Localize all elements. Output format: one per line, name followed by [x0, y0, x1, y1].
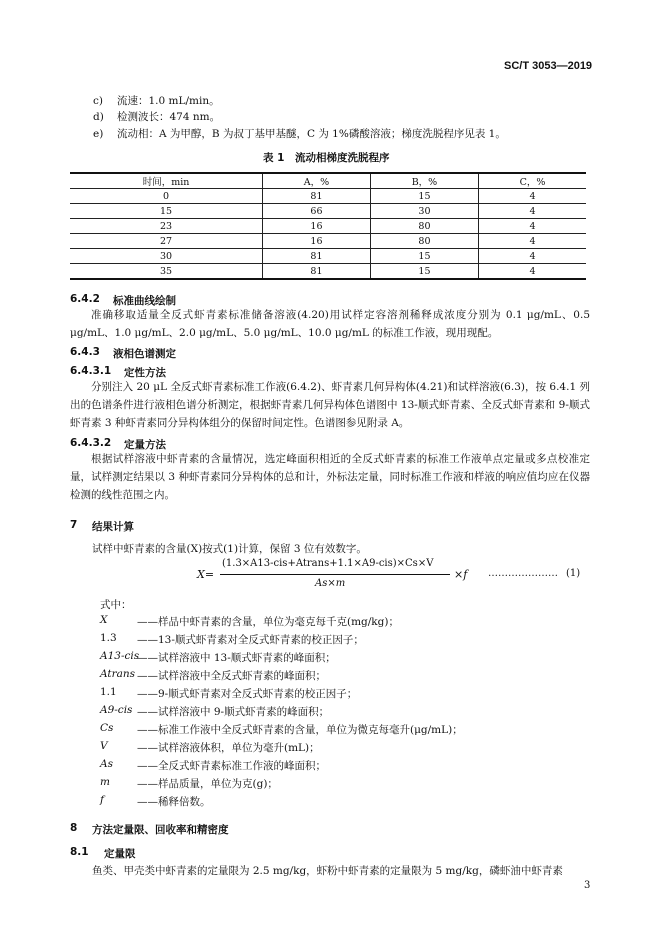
formula-lhs: X= — [197, 568, 215, 581]
symbol: Cs — [100, 722, 114, 734]
condition-label-c: c) — [93, 95, 103, 107]
table-cell: 30 — [70, 249, 263, 264]
table-cell: 81 — [263, 264, 371, 280]
table-header-cell: C，% — [479, 173, 586, 189]
table-cell: 27 — [70, 234, 263, 249]
table-cell: 81 — [263, 189, 371, 204]
paragraph-6-4-2: 准确移取适量全反式虾青素标准储备溶液(4.20)用试样定容溶剂稀释成浓度分别为 0.1 μg/mL、0.5 μg/mL、1.0 μg/mL、2.0 μg/mL、5.0 μg/mL、10.0 μg/mL 的标准工作液，现用现配。 — [70, 309, 590, 339]
table-cell: 16 — [263, 219, 371, 234]
standard-number: SC/T 3053—2019 — [504, 60, 593, 72]
symbol: 1.1 — [100, 686, 117, 698]
paragraph-6-4-3-1: 分别注入 20 μL 全反式虾青素标准工作液(6.4.2)、虾青素几何异构体(4.21)和试样溶液(6.3)，按 6.4.1 列出的色谱条件进行液相色谱分析测定，根据虾青素几何异构体色谱图中 13-顺式虾青素、全反式虾青素和 9-顺式虾青素 3 种虾青素同分异构体组分的保留时间定性。色谱图参见附录 A。 — [70, 381, 590, 429]
symbol-definition: ——样品中虾青素的含量，单位为毫克每千克(mg/kg)； — [137, 616, 399, 628]
symbol: m — [100, 776, 110, 788]
table-cell: 80 — [370, 219, 478, 234]
section-number-7: 7 — [70, 519, 78, 531]
symbol: As — [100, 758, 113, 770]
table-cell: 4 — [479, 189, 586, 204]
gradient-table — [70, 172, 586, 280]
formula-dots: ………………… — [488, 568, 558, 579]
table-cell: 16 — [263, 234, 371, 249]
section-title-6-4-3-1: 定性方法 — [124, 367, 166, 379]
table-cell: 81 — [263, 249, 371, 264]
table-header-row — [70, 173, 586, 189]
table-cell: 35 — [70, 264, 263, 280]
where-label: 式中： — [100, 599, 132, 611]
symbol-definition: ——样品质量，单位为克(g)； — [137, 778, 278, 790]
table-row — [70, 219, 586, 234]
symbol-definition: ——标准工作液中全反式虾青素的含量，单位为微克每毫升(μg/mL)； — [137, 724, 463, 736]
section-number-6-4-3: 6.4.3 — [70, 346, 100, 358]
section-number-6-4-2: 6.4.2 — [70, 293, 100, 305]
table-cell: 15 — [370, 264, 478, 280]
paragraph-8-1: 鱼类、甲壳类中虾青素的定量限为 2.5 mg/kg，虾粉中虾青素的定量限为 5 mg/kg，磷虾油中虾青素 — [92, 865, 563, 877]
table-cell: 4 — [479, 234, 586, 249]
symbol-definition: ——9-顺式虾青素对全反式虾青素的校正因子； — [137, 688, 358, 700]
table-cell: 15 — [370, 189, 478, 204]
table-cell: 23 — [70, 219, 263, 234]
symbol-definition: ——13-顺式虾青素对全反式虾青素的校正因子； — [137, 634, 364, 646]
condition-text-d: 检测波长：474 nm。 — [117, 111, 221, 123]
table-header-cell: 时间，min — [70, 173, 263, 189]
formula-tail: ×f — [454, 568, 468, 581]
table-row — [70, 204, 586, 219]
symbol-definition: ——试样溶液中全反式虾青素的峰面积； — [137, 670, 326, 682]
table-cell: 4 — [479, 204, 586, 219]
paragraph-6-4-3-2: 根据试样溶液中虾青素的含量情况，选定峰面积相近的全反式虾青素的标准工作液单点定量或多点校准定量，试样测定结果以 3 种虾青素同分异构体的总和计，外标法定量，同时标准工作液和样液的响应值均应在仪器检测的线性范围之内。 — [70, 453, 590, 501]
condition-text-e: 流动相：A 为甲醇，B 为叔丁基甲基醚，C 为 1%磷酸溶液；梯度洗脱程序见表 1。 — [117, 128, 506, 140]
symbol-definition: ——试样溶液中 9-顺式虾青素的峰面积； — [137, 706, 330, 718]
symbol-definition: ——试样溶液中 13-顺式虾青素的峰面积； — [137, 652, 336, 664]
section-number-8-1: 8.1 — [70, 846, 89, 858]
page-number: 3 — [584, 880, 591, 891]
table-header-cell: A，% — [263, 173, 371, 189]
formula-numerator: (1.3×A13-cis+Atrans+1.1×A9-cis)×Cs×V — [222, 558, 434, 569]
section-title-6-4-3: 液相色谱测定 — [113, 348, 176, 360]
table-row — [70, 189, 586, 204]
condition-label-e: e) — [93, 128, 104, 140]
symbol: X — [100, 614, 108, 626]
symbol: A9-cis — [100, 704, 133, 716]
table-cell: 30 — [370, 204, 478, 219]
table-header-cell: B，% — [370, 173, 478, 189]
section-number-8: 8 — [70, 822, 78, 834]
section-title-7: 结果计算 — [92, 521, 134, 533]
table-cell: 15 — [370, 249, 478, 264]
table-cell: 4 — [479, 249, 586, 264]
condition-label-d: d) — [93, 111, 104, 123]
table-cell: 0 — [70, 189, 263, 204]
formula-denominator: As×m — [315, 578, 346, 589]
section-title-8-1: 定量限 — [104, 848, 136, 860]
section-title-8: 方法定量限、回收率和精密度 — [92, 824, 229, 836]
table-row — [70, 249, 586, 264]
table-cell: 15 — [70, 204, 263, 219]
section-title-6-4-2: 标准曲线绘制 — [113, 295, 176, 307]
symbol: Atrans — [100, 668, 136, 680]
symbol-definition: ——全反式虾青素标准工作液的峰面积； — [137, 760, 326, 772]
section-number-6-4-3-2: 6.4.3.2 — [70, 437, 112, 449]
fraction-bar — [220, 574, 450, 575]
formula-number: (1) — [566, 568, 581, 579]
section-number-6-4-3-1: 6.4.3.1 — [70, 365, 112, 377]
condition-text-c: 流速：1.0 mL/min。 — [117, 95, 220, 107]
symbol: f — [100, 794, 104, 806]
table-cell: 4 — [479, 219, 586, 234]
table-cell: 4 — [479, 264, 586, 280]
symbol: 1.3 — [100, 632, 117, 644]
calculation-intro: 试样中虾青素的含量(X)按式(1)计算，保留 3 位有效数字。 — [92, 543, 367, 555]
table-cell: 66 — [263, 204, 371, 219]
symbol-definition: ——稀释倍数。 — [137, 796, 211, 808]
symbol: A13-cis — [100, 650, 140, 662]
table-caption: 表 1 流动相梯度洗脱程序 — [263, 152, 390, 164]
table-row — [70, 234, 586, 249]
table-row — [70, 264, 586, 280]
section-title-6-4-3-2: 定量方法 — [124, 439, 166, 451]
symbol-definition: ——试样溶液体积，单位为毫升(mL)； — [137, 742, 320, 754]
symbol: V — [100, 740, 108, 752]
table-cell: 80 — [370, 234, 478, 249]
